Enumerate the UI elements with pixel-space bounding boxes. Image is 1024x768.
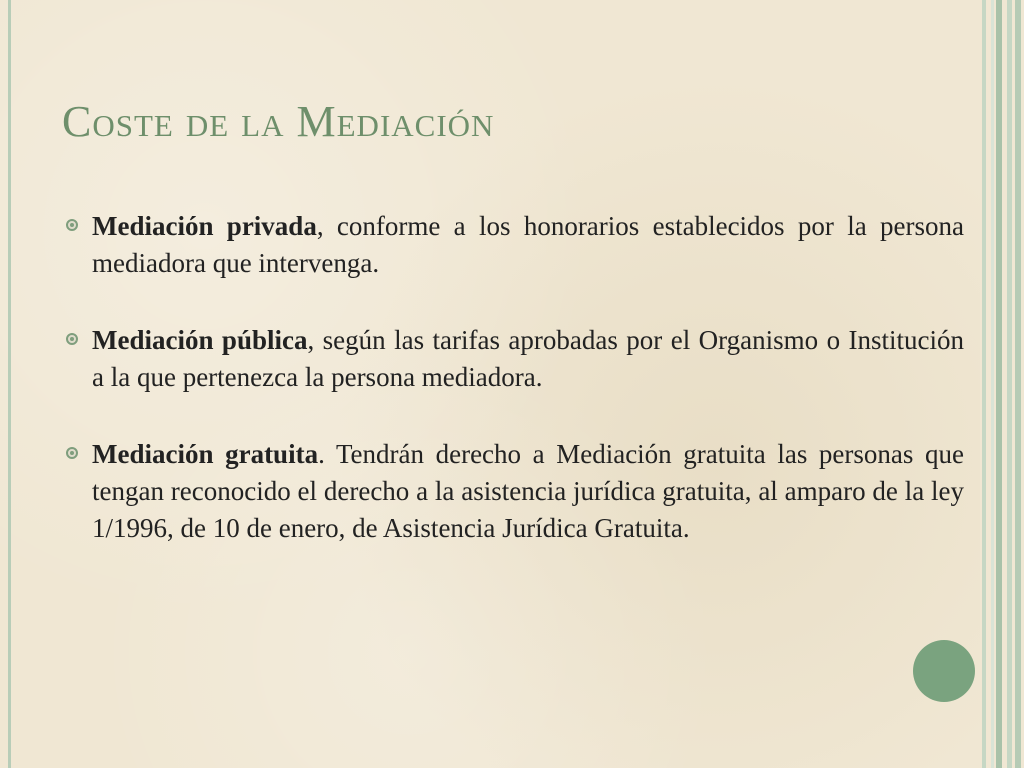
decorative-stripe	[1007, 0, 1012, 768]
bullet-icon	[66, 219, 78, 231]
decorative-stripe	[1015, 0, 1021, 768]
bullet-description: . Tendrán derecho a Mediación gratuita las personas que tengan reconocido el derecho a la asistencia jurídica gratuita, al amparo de la ley 1/1996, de 10 de enero, de Asistencia Jurídica Gratuita.	[92, 439, 964, 543]
green-circle-icon	[913, 640, 975, 702]
bullet-text	[92, 436, 964, 547]
bullet-icon	[66, 447, 78, 459]
right-decorative-frame	[980, 0, 1024, 768]
list-item	[62, 436, 964, 547]
bullet-term: Mediación privada	[92, 211, 317, 241]
bullet-icon	[66, 333, 78, 345]
left-decorative-line	[8, 0, 11, 768]
decorative-stripe	[996, 0, 1002, 768]
bullet-list	[62, 208, 964, 587]
bullet-text	[92, 208, 964, 282]
list-item	[62, 322, 964, 396]
bullet-description: , según las tarifas aprobadas por el Organismo o Institución a la que pertenezca la persona mediadora.	[92, 325, 964, 392]
bullet-term: Mediación gratuita	[92, 439, 319, 469]
bullet-description: , conforme a los honorarios establecidos por la persona mediadora que intervenga.	[92, 211, 964, 278]
decorative-stripe	[982, 0, 986, 768]
slide-title: Coste de la Mediación	[62, 97, 495, 146]
decorative-stripe	[991, 0, 994, 768]
bullet-text	[92, 322, 964, 396]
bullet-term: Mediación pública	[92, 325, 308, 355]
list-item	[62, 208, 964, 282]
